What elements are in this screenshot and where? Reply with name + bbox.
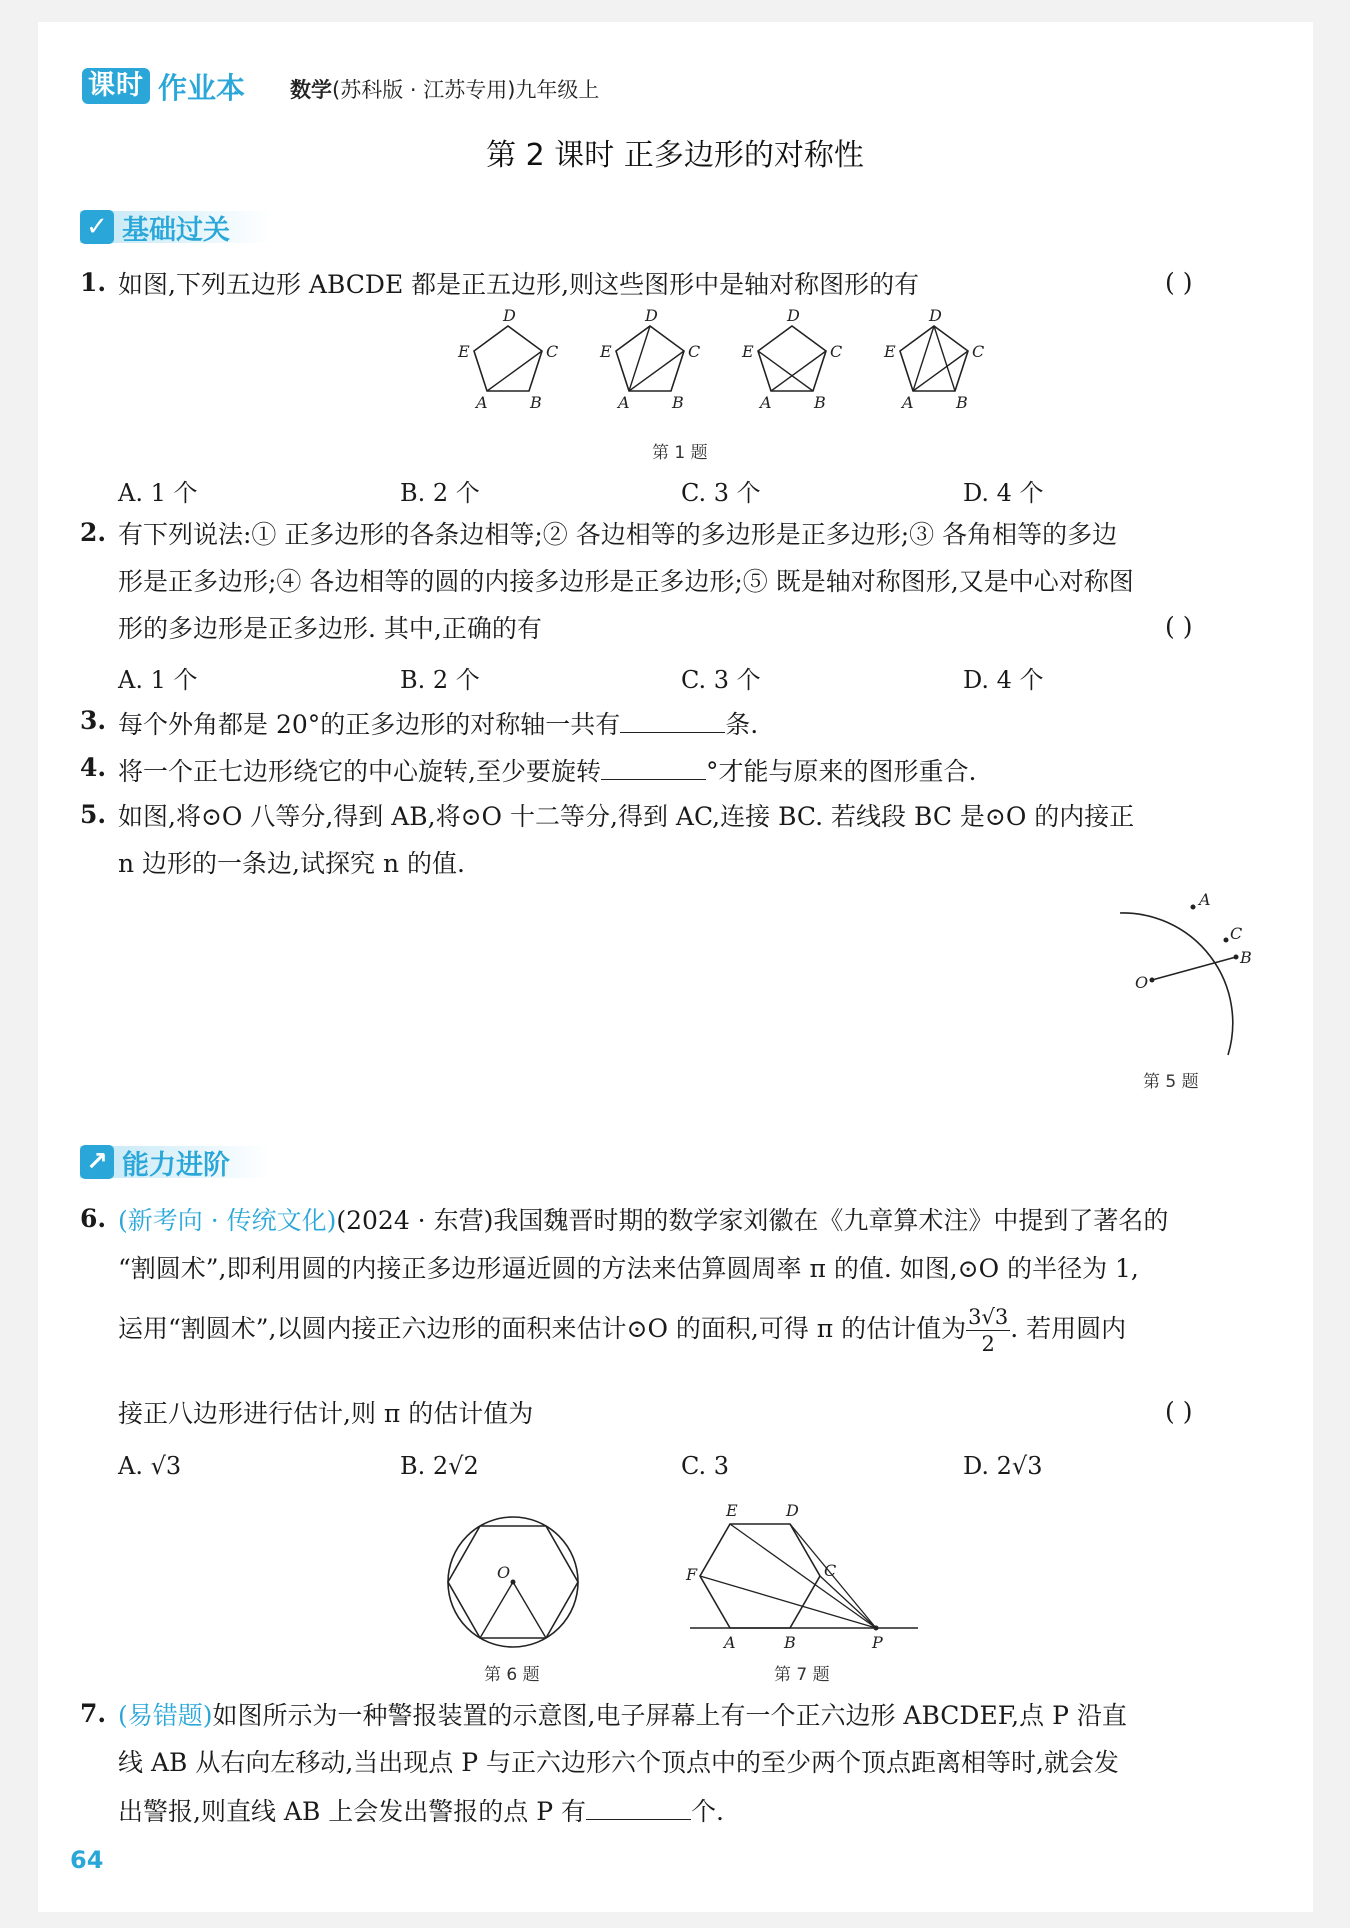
q1-answer-paren[interactable]: ( ) xyxy=(1165,268,1193,297)
q7-line-3: 出警报,则直线 AB 上会发出警报的点 P 有 个. xyxy=(118,1793,724,1829)
svg-text:E: E xyxy=(600,342,612,361)
svg-text:B: B xyxy=(814,393,826,412)
q2-option-d[interactable]: D. 4 个 xyxy=(963,666,1044,694)
svg-text:E: E xyxy=(884,342,896,361)
q6-figure xyxy=(440,1510,590,1655)
logo-box: 课时 xyxy=(82,68,150,104)
q6-line-2: “割圆术”,即利用圆的内接正多边形逼近圆的方法来估算圆周率 π 的值. 如图,⊙O 的半径为 1, xyxy=(118,1254,1139,1283)
svg-text:B: B xyxy=(1240,948,1252,967)
q6-caption: 第 6 题 xyxy=(484,1665,540,1685)
q6-line-1: (新考向 · 传统文化)(2024 · 东营)我国魏晋时期的数学家刘徽在《九章算术注》中提到了著名的 xyxy=(118,1206,1169,1235)
page-number: 64 xyxy=(70,1846,104,1874)
q1-caption: 第 1 题 xyxy=(652,443,708,463)
section-advanced xyxy=(80,1142,230,1182)
pentagon-1 xyxy=(457,306,558,412)
svg-text:D: D xyxy=(787,306,800,325)
svg-text:A: A xyxy=(760,393,772,412)
q6-number: 6. xyxy=(80,1204,107,1233)
svg-text:A: A xyxy=(476,393,488,412)
svg-text:P: P xyxy=(872,1633,883,1652)
svg-text:C: C xyxy=(1230,924,1243,943)
svg-text:C: C xyxy=(688,342,701,361)
section-basic xyxy=(80,207,230,247)
q7-line-1: (易错题)如图所示为一种警报装置的示意图,电子屏幕上有一个正六边形 ABCDEF,点 P 沿直 xyxy=(118,1701,1127,1730)
svg-text:A: A xyxy=(618,393,630,412)
subject: 数学 xyxy=(290,78,332,102)
edition: (苏科版 · 江苏专用)九年级上 xyxy=(332,78,600,102)
svg-text:A: A xyxy=(1199,890,1211,909)
svg-text:F: F xyxy=(686,1565,698,1584)
q3-blank[interactable] xyxy=(620,706,725,733)
q3-text: 每个外角都是 20°的正多边形的对称轴一共有 条. xyxy=(118,706,758,742)
svg-text:D: D xyxy=(503,306,516,325)
check-icon: ✓ xyxy=(80,210,114,244)
trend-icon: ↗ xyxy=(80,1145,114,1179)
svg-text:C: C xyxy=(546,342,559,361)
q1-option-c[interactable]: C. 3 个 xyxy=(681,479,761,507)
svg-text:O: O xyxy=(497,1563,511,1582)
q4-text: 将一个正七边形绕它的中心旋转,至少要旋转 °才能与原来的图形重合. xyxy=(118,753,976,789)
svg-text:D: D xyxy=(929,306,942,325)
q1-option-b[interactable]: B. 2 个 xyxy=(400,479,480,507)
q5-caption: 第 5 题 xyxy=(1143,1072,1199,1092)
q2-answer-paren[interactable]: ( ) xyxy=(1165,612,1193,641)
q3-number: 3. xyxy=(80,706,107,735)
svg-text:E: E xyxy=(726,1501,738,1520)
q7-number: 7. xyxy=(80,1699,107,1728)
svg-text:B: B xyxy=(530,393,542,412)
svg-text:D: D xyxy=(645,306,658,325)
q6-line-4: 接正八边形进行估计,则 π 的估计值为 xyxy=(118,1399,534,1428)
q1-figure xyxy=(400,306,985,432)
q6-fraction: $\frac{3√3}{2}$ xyxy=(968,1305,1009,1356)
svg-text:O: O xyxy=(1135,973,1149,992)
q7-caption: 第 7 题 xyxy=(774,1665,830,1685)
svg-text:E: E xyxy=(458,342,470,361)
q5-line-2: n 边形的一条边,试探究 n 的值. xyxy=(118,849,465,878)
section-basic-label: 基础过关 xyxy=(122,214,230,246)
q4-number: 4. xyxy=(80,753,107,782)
svg-text:B: B xyxy=(784,1633,796,1652)
q2-option-a[interactable]: A. 1 个 xyxy=(118,666,198,694)
q5-figure xyxy=(1120,885,1260,1075)
svg-text:A: A xyxy=(902,393,914,412)
pentagon-3 xyxy=(741,306,842,412)
q1-number: 1. xyxy=(80,268,107,297)
pentagon-4 xyxy=(883,306,984,412)
q6-option-b[interactable]: B. 2√2 xyxy=(400,1452,479,1480)
pentagon-2 xyxy=(599,306,700,412)
q1-option-d[interactable]: D. 4 个 xyxy=(963,479,1044,507)
svg-text:B: B xyxy=(956,393,968,412)
book-logo xyxy=(82,68,245,104)
q6-line-3: 运用“割圆术”,以圆内接正六边形的面积来估计⊙O 的面积,可得 π 的估计值为 $\frac{3√3}{2}$ . 若用圆内 xyxy=(118,1305,1127,1356)
q1-text: 如图,下列五边形 ABCDE 都是正五边形,则这些图形中是轴对称图形的有 xyxy=(118,270,920,299)
q6-option-d[interactable]: D. 2√3 xyxy=(963,1452,1043,1480)
q7-blank[interactable] xyxy=(586,1793,691,1820)
svg-text:A: A xyxy=(724,1633,736,1652)
q6-tag: (新考向 · 传统文化) xyxy=(118,1206,337,1235)
q5-line-1: 如图,将⊙O 八等分,得到 AB,将⊙O 十二等分,得到 AC,连接 BC. 若线段 BC 是⊙O 的内接正 xyxy=(118,802,1135,831)
q6-option-a[interactable]: A. √3 xyxy=(118,1452,182,1480)
svg-text:C: C xyxy=(830,342,843,361)
q2-line-2: 形是正多边形;④ 各边相等的圆的内接多边形是正多边形;⑤ 既是轴对称图形,又是中心对称图 xyxy=(118,567,1134,596)
q5-number: 5. xyxy=(80,800,107,829)
svg-text:D: D xyxy=(786,1501,799,1520)
q2-number: 2. xyxy=(80,518,107,547)
q7-line-2: 线 AB 从右向左移动,当出现点 P 与正六边形六个顶点中的至少两个顶点距离相等时,就会发 xyxy=(118,1748,1119,1777)
q6-answer-paren[interactable]: ( ) xyxy=(1165,1397,1193,1426)
q6-option-c[interactable]: C. 3 xyxy=(681,1452,730,1480)
logo-text: 作业本 xyxy=(158,70,246,105)
q1-option-a[interactable]: A. 1 个 xyxy=(118,479,198,507)
svg-text:C: C xyxy=(824,1561,837,1580)
svg-text:B: B xyxy=(672,393,684,412)
q2-line-3: 形的多边形是正多边形. 其中,正确的有 xyxy=(118,614,542,643)
q7-figure xyxy=(680,1500,930,1660)
q2-option-c[interactable]: C. 3 个 xyxy=(681,666,761,694)
q4-blank[interactable] xyxy=(601,753,706,780)
book-subtitle xyxy=(290,74,599,104)
q7-tag: (易错题) xyxy=(118,1701,213,1730)
q2-line-1: 有下列说法:① 正多边形的各条边相等;② 各边相等的多边形是正多边形;③ 各角相等的多边 xyxy=(118,520,1118,549)
section-advanced-label: 能力进阶 xyxy=(122,1149,230,1181)
svg-text:C: C xyxy=(972,342,985,361)
svg-text:E: E xyxy=(742,342,754,361)
lesson-title: 第 2 课时 正多边形的对称性 xyxy=(486,138,864,173)
q2-option-b[interactable]: B. 2 个 xyxy=(400,666,480,694)
